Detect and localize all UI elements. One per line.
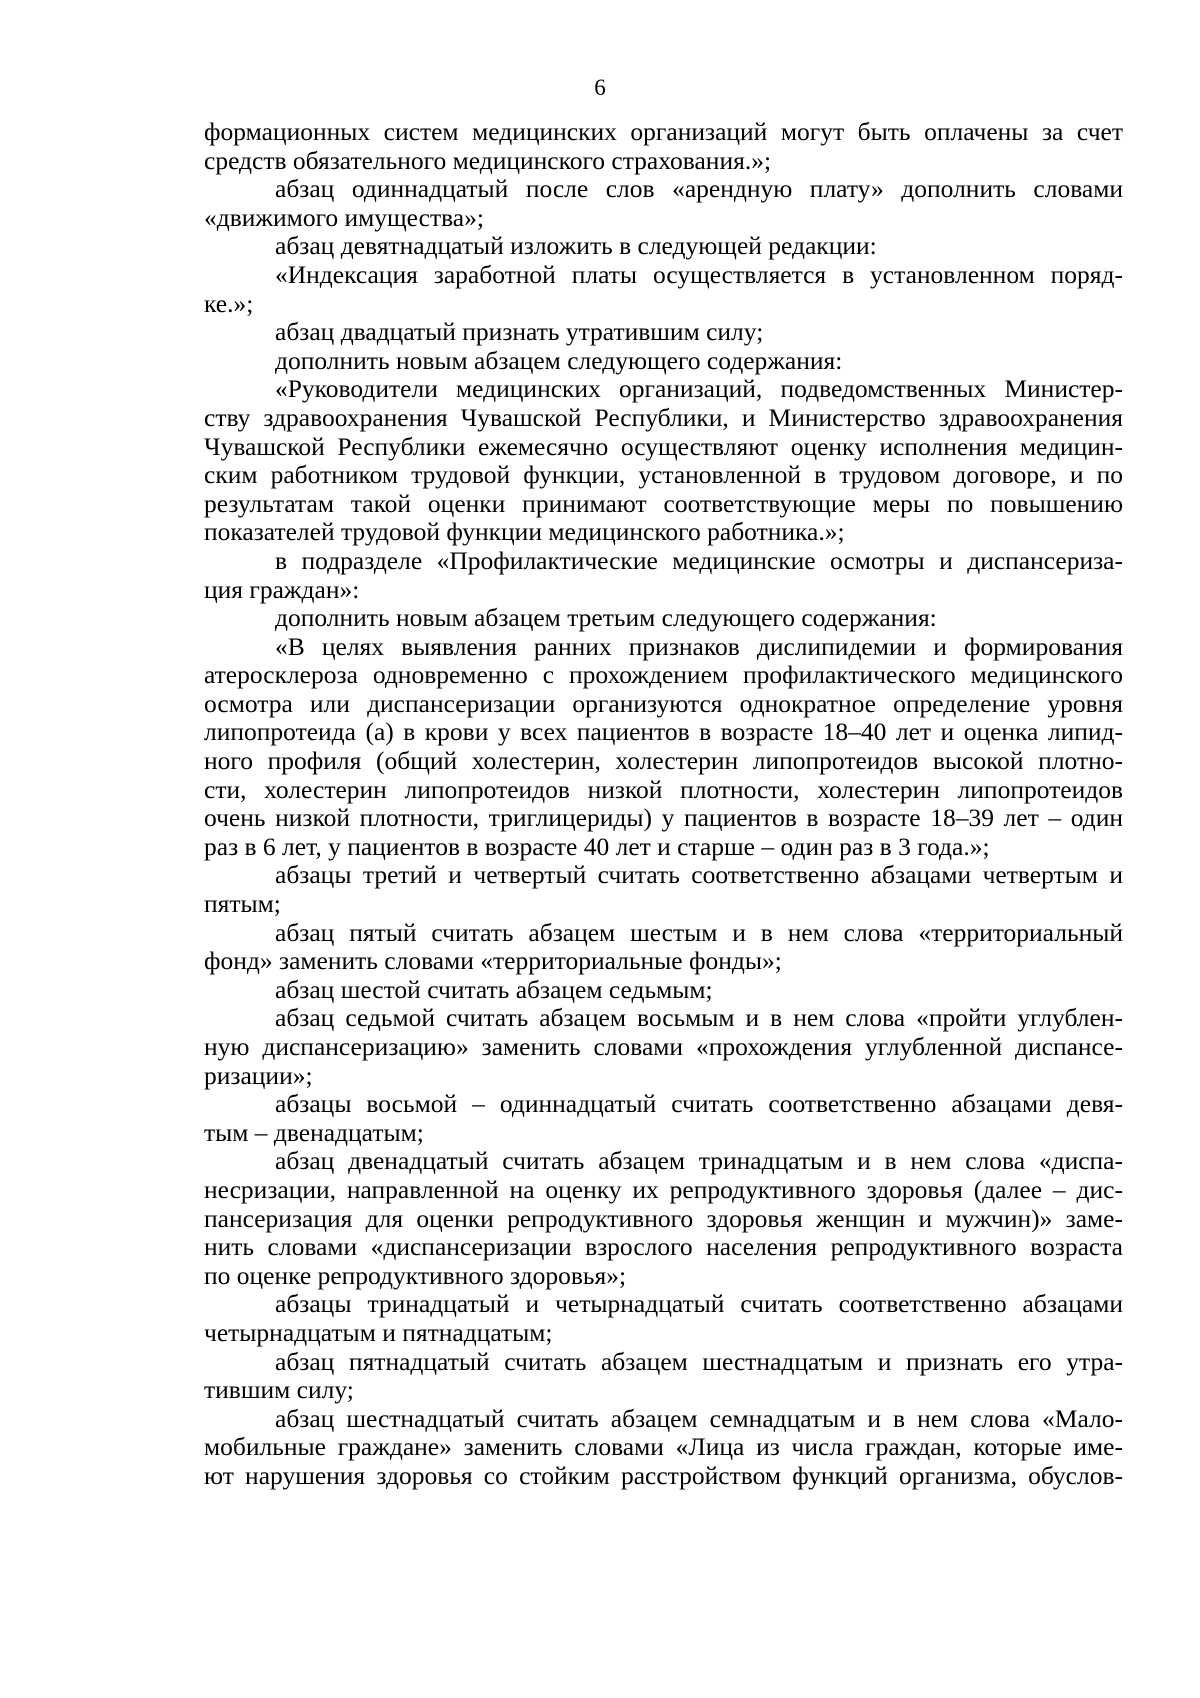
text-line: абзацы третий и четвертый считать соответственно абзацами четвертым и bbox=[275, 860, 1123, 890]
text-line: абзац пятнадцатый считать абзацем шестнадцатым и признать его утра- bbox=[275, 1346, 1123, 1376]
text-line: абзац девятнадцатый изложить в следующей редакции: bbox=[275, 231, 877, 261]
text-line: тившим силу; bbox=[204, 1375, 354, 1405]
text-line: пятым; bbox=[204, 889, 281, 919]
text-line: тым – двенадцатым; bbox=[204, 1117, 424, 1147]
text-line: абзацы восьмой – одиннадцатый считать соответственно абзацами девя- bbox=[275, 1089, 1123, 1119]
text-line: средств обязательного медицинского страхования.»; bbox=[204, 145, 772, 175]
text-line: ке.»; bbox=[204, 288, 254, 318]
text-line: дополнить новым абзацем следующего содержания: bbox=[275, 345, 843, 375]
text-line: сти, холестерин липопротеидов низкой плотности, холестерин липопротеидов bbox=[204, 774, 1123, 804]
text-line: абзац пятый считать абзацем шестым и в нем слова «территориальный bbox=[275, 917, 1123, 947]
text-line: ют нарушения здоровья со стойким расстройством функций организма, обуслов- bbox=[204, 1460, 1123, 1490]
text-line: абзацы тринадцатый и четырнадцатый считать соответственно абзацами bbox=[275, 1289, 1123, 1319]
text-line: ция граждан»: bbox=[204, 574, 360, 604]
text-line: ству здравоохранения Чувашской Республики, и Министерство здравоохранения bbox=[204, 402, 1123, 432]
text-line: «Руководители медицинских организаций, подведомственных Министер- bbox=[275, 374, 1123, 404]
text-line: «В целях выявления ранних признаков дислипидемии и формирования bbox=[275, 631, 1123, 661]
text-line: абзац одиннадцатый после слов «арендную плату» дополнить словами bbox=[275, 174, 1123, 204]
text-line: по оценке репродуктивного здоровья»; bbox=[204, 1260, 627, 1290]
document-body bbox=[204, 118, 1123, 1491]
text-line: осмотра или диспансеризации организуются однократное определение уровня bbox=[204, 688, 1123, 718]
text-line: атеросклероза одновременно с прохождением профилактического медицинского bbox=[204, 660, 1123, 690]
text-line: ским работником трудовой функции, установленной в трудовом договоре, и по bbox=[204, 460, 1123, 490]
text-line: показателей трудовой функции медицинского работника.»; bbox=[204, 517, 845, 547]
text-line: абзац шестнадцатый считать абзацем семнадцатым и в нем слова «Мало- bbox=[275, 1403, 1123, 1433]
text-line: ного профиля (общий холестерин, холестерин липопротеидов высокой плотно- bbox=[204, 746, 1123, 776]
text-line: ризации»; bbox=[204, 1060, 313, 1090]
text-line: абзац седьмой считать абзацем восьмым и в нем слова «пройти углублен- bbox=[275, 1003, 1123, 1033]
text-line: мобильные граждане» заменить словами «Лица из числа граждан, которые име- bbox=[204, 1432, 1123, 1462]
text-line: ную диспансеризацию» заменить словами «прохождения углубленной диспансе- bbox=[204, 1032, 1123, 1061]
text-line: четырнадцатым и пятнадцатым; bbox=[204, 1317, 553, 1347]
text-line: несризации, направленной на оценку их репродуктивного здоровья (далее – дис- bbox=[204, 1174, 1123, 1204]
text-line: абзац двенадцатый считать абзацем тринадцатым и в нем слова «диспа- bbox=[275, 1146, 1123, 1176]
text-line: липопротеида (а) в крови у всех пациентов в возрасте 18–40 лет и оценка липид- bbox=[204, 717, 1123, 747]
text-line: дополнить новым абзацем третьим следующего содержания: bbox=[275, 603, 937, 633]
text-line: фонд» заменить словами «территориальные фонды»; bbox=[204, 946, 782, 976]
text-line: «Индексация заработной платы осуществляется в установленном поряд- bbox=[275, 259, 1123, 289]
text-line: абзац двадцатый признать утратившим силу; bbox=[275, 317, 764, 347]
text-line: результатам такой оценки принимают соответствующие меры по повышению bbox=[204, 488, 1123, 518]
text-line: нить словами «диспансеризации взрослого населения репродуктивного возраста bbox=[204, 1232, 1123, 1262]
text-line: очень низкой плотности, триглицериды) у пациентов в возрасте 18–39 лет – один bbox=[204, 803, 1123, 833]
text-line: раз в 6 лет, у пациентов в возрасте 40 лет и старше – один раз в 3 года.»; bbox=[204, 831, 990, 861]
text-line: Чувашской Республики ежемесячно осуществляют оценку исполнения медицин- bbox=[204, 431, 1123, 461]
text-line: абзац шестой считать абзацем седьмым; bbox=[275, 974, 713, 1004]
page-number: 6 bbox=[594, 75, 606, 100]
text-line: «движимого имущества»; bbox=[204, 202, 484, 232]
text-line: формационных систем медицинских организаций могут быть оплачены за счет bbox=[204, 117, 1123, 146]
text-line: в подразделе «Профилактические медицинские осмотры и диспансериза- bbox=[275, 545, 1123, 575]
text-line: пансеризация для оценки репродуктивного здоровья женщин и мужчин)» заме- bbox=[204, 1203, 1123, 1233]
